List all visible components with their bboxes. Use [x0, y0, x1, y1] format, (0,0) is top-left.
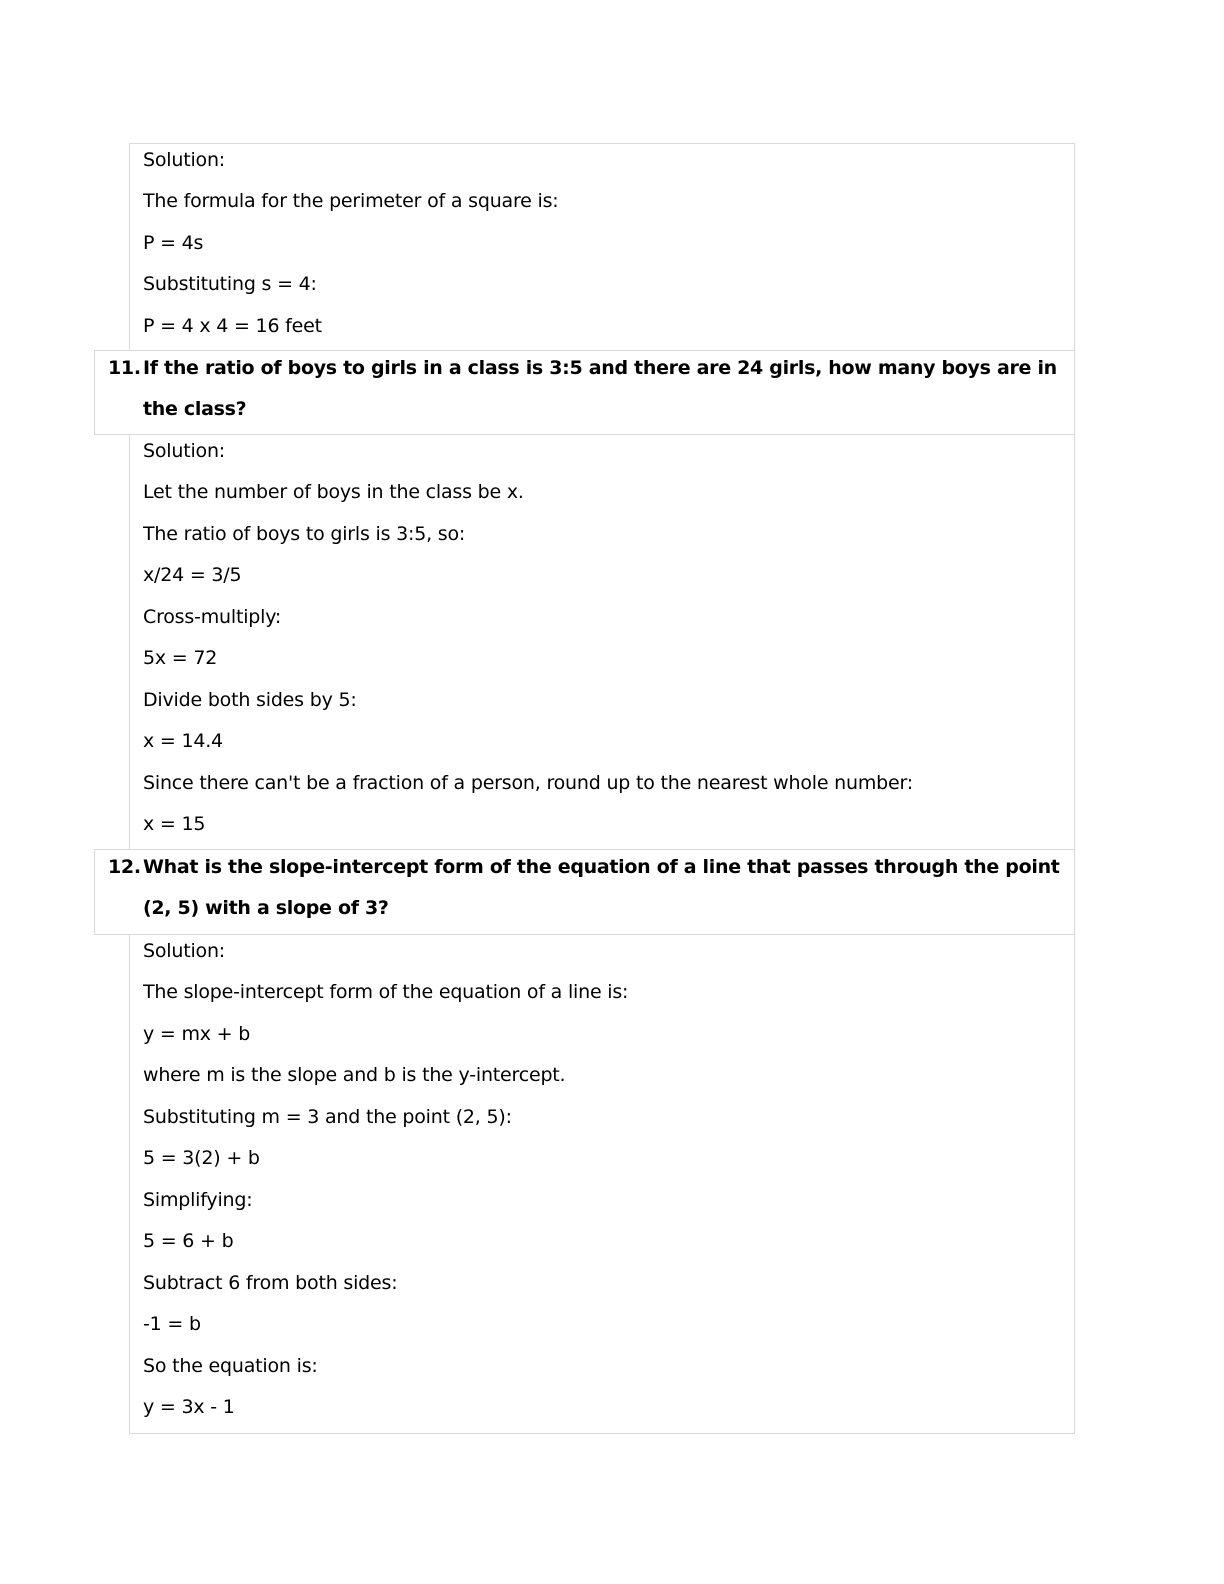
solution-line: 5 = 6 + b: [143, 1230, 234, 1252]
solution-line: Let the number of boys in the class be x.: [143, 481, 524, 503]
solution-box-10: [129, 143, 1075, 352]
solution-line: Cross-multiply:: [143, 606, 282, 628]
solution-line: Solution:: [143, 149, 226, 171]
solution-line: The formula for the perimeter of a square is:: [143, 190, 559, 212]
solution-line: Solution:: [143, 440, 226, 462]
question-number: 12.: [108, 856, 141, 878]
solution-line: P = 4s: [143, 232, 204, 254]
solution-line: x = 14.4: [143, 730, 223, 752]
question-text: What is the slope-intercept form of the equation of a line that passes through the point (2, 5) with a slope of 3?: [143, 856, 1060, 919]
solution-line: x/24 = 3/5: [143, 564, 242, 586]
solution-line: where m is the slope and b is the y-intercept.: [143, 1064, 566, 1086]
solution-line: The slope-intercept form of the equation of a line is:: [143, 981, 629, 1003]
solution-line: The ratio of boys to girls is 3:5, so:: [143, 523, 466, 545]
solution-box-12: [129, 934, 1075, 1434]
solution-line: 5x = 72: [143, 647, 218, 669]
solution-box-11: [129, 434, 1075, 851]
solution-line: So the equation is:: [143, 1355, 318, 1377]
solution-line: Divide both sides by 5:: [143, 689, 357, 711]
solution-line: x = 15: [143, 813, 206, 835]
solution-line: -1 = b: [143, 1313, 201, 1335]
question-box-12: [94, 849, 1075, 935]
question-number: 11.: [108, 357, 141, 379]
solution-line: y = mx + b: [143, 1023, 251, 1045]
solution-line: Subtract 6 from both sides:: [143, 1272, 398, 1294]
question-text: If the ratio of boys to girls in a class is 3:5 and there are 24 girls, how many boys are in the class?: [143, 357, 1057, 420]
solution-line: Solution:: [143, 940, 226, 962]
solution-line: Substituting s = 4:: [143, 273, 317, 295]
solution-line: Simplifying:: [143, 1189, 253, 1211]
question-box-11: [94, 350, 1075, 435]
solution-line: Since there can't be a fraction of a person, round up to the nearest whole number:: [143, 772, 914, 794]
solution-line: Substituting m = 3 and the point (2, 5):: [143, 1106, 512, 1128]
solution-line: y = 3x - 1: [143, 1396, 235, 1418]
solution-line: 5 = 3(2) + b: [143, 1147, 260, 1169]
solution-line: P = 4 x 4 = 16 feet: [143, 315, 322, 337]
